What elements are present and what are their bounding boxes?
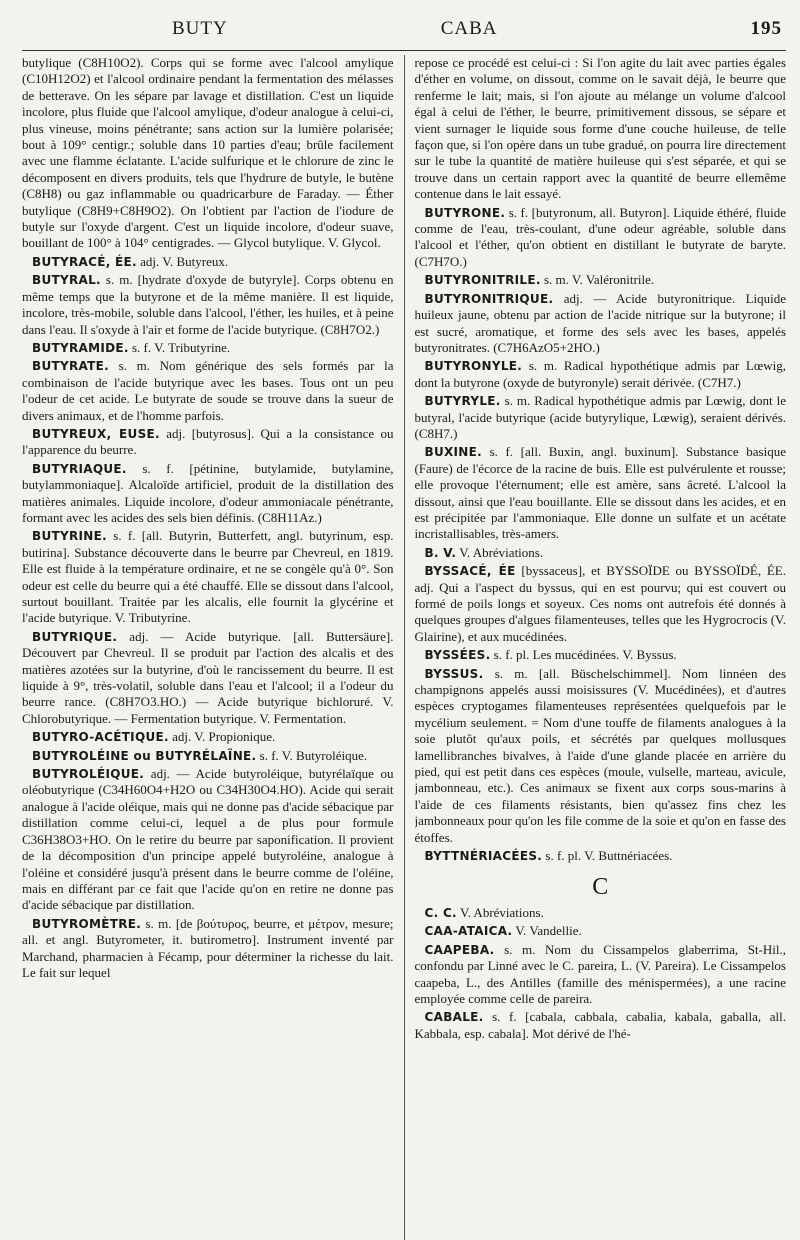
entry-headword: BUXINE. (424, 445, 483, 460)
dictionary-entry (415, 393, 787, 442)
dictionary-entry (415, 358, 787, 391)
dictionary-entry (415, 545, 787, 561)
right-column (415, 55, 787, 1240)
header-rule (22, 50, 786, 51)
entry-headword: BUTYROMÈTRE. (32, 916, 142, 931)
entry-definition: adj. [butyrosus]. Qui a la consistance ou l'apparence du beurre. (22, 425, 394, 458)
dictionary-entry (415, 647, 787, 663)
column-divider (404, 55, 405, 1240)
entry-headword: CAA-ATAICA. (424, 924, 513, 939)
dictionary-entry (415, 666, 787, 846)
dictionary-entry (22, 629, 394, 727)
dictionary-entry (22, 766, 394, 914)
entry-definition: s. m. [hydrate d'oxyde de butyryle]. Corps obtenu en même temps que la butyrone et de la même manière. Il est liquide, incolore, très-mobile, soluble dans l'alcool, l'éther, les huiles, et à peine dans l'eau. Il s'oxyde à l'air et forme de l'acide butyrique. (C8H7O2.) (22, 272, 394, 337)
dictionary-entry (22, 426, 394, 459)
entry-definition: s. f. V. Butyroléique. (259, 747, 368, 763)
dictionary-entry (22, 748, 394, 764)
entry-definition: s. f. [butyronum, all. Butyron]. Liquide éthéré, fluide comme de l'eau, très-coulant, d'une odeur agréable, soluble dans l'alcool et l'éther, qu'on obtient en distillant le butyrate de baryte. (C7H7O.) (414, 204, 786, 269)
left-column (22, 55, 394, 1240)
header-left-guideword: BUTY (172, 18, 228, 39)
header-right-guideword: CABA (440, 18, 498, 39)
entry-definition: s. m. [de βούτυρος, beurre, et μέτρον, mesure; all. et angl. Butyrometer, it. butirometro]. Instrument inventé par Marchand, pharmacien à Fécamp, pour déterminer la richesse du lait. Le fait sur lequel (22, 915, 394, 980)
dictionary-entry (415, 205, 787, 271)
continued-entry: butylique (C8H10O2). Corps qui se forme avec l'alcool amylique (C10H12O2) et l'alcool ordinaire pendant la fermentation des mélasses de betterave. On les sépare par lavage et distillation. C'est un liquide incolore, plus fluide que l'alcool amylique, d'odeur analogue à celui-ci, plus vineuse, moins pénétrante; sans action sur la lumière polarisée; bout à 109° centigr.; soluble dans 10 parties d'eau; brûle facilement avec une flamme éclatante. L'acide sulfurique et le chlorure de zinc le décomposent en divers produits, tels que l'hydrure de butyle, le butène (C8H8) ou gaz inflammable ou quadricarbure de Faraday. — Éther butylique (C8H9+C8H9O2). On l'obtient par l'action de l'iodure de butyle sur l'oxyde d'argent. C'est un liquide incolore, d'odeur suave, bouillant de 100° à 104° centigrades. — Glycol butylique. V. Glycol. (22, 55, 394, 251)
dictionary-entry (22, 729, 394, 745)
entry-definition: s. f. pl. Les mucédinées. V. Byssus. (493, 647, 677, 663)
entry-definition: [byssaceus], et BYSSOÏDE ou BYSSOÏDÉ, ÉE. adj. Qui a l'aspect du byssus, qui en est pourvu; qui est couvert ou formé de poils longs et soyeux. Ces noms ont autrefois été donnés à quelques groupes d'algues filamenteuses, telles que les Hygrocrocis (V. Glairine), et aux mucédinées. (414, 563, 786, 644)
entry-headword: BYTTNÉRIACÉES. (424, 849, 543, 864)
entry-definition: adj. — Acide butyroléique, butyrélaïque ou oléobutyrique (C34H60O4+H2O ou C34H30O4.HO). Acide qui serait analogue à l'acide oléique, mais qui ne donne pas d'acide sébacique par distillation comme celui-ci, lequel a de plus pour formule C36H38O3+HO. On le retire du beurre par saponification. Il provient de la décomposition d'un principe appelé butyroléine, analogue à l'oléine et considéré jusqu'à présent dans le beurre comme de l'oléine, mais en différant par ce fait que l'acide qu'on en retire ne donne pas d'acide sébacique par distillation. (22, 766, 394, 913)
entry-definition: s. m. V. Valéronitrile. (543, 272, 655, 288)
entry-definition: s. f. [all. Buxin, angl. buxinum]. Substance basique (Faure) de l'écorce de la racine de buis. Elle est pulvérulente et rousse; elle provoque l'éternument; elle est amère, sans âcreté. L'alcool la dissout, ainsi que l'eau bouillante. Elle se dissout dans les acides, et en est précipitée par l'ammoniaque. Elle donne un sulfate et un acétate incristallisables, très-amers. (414, 444, 786, 542)
dictionary-entry (415, 923, 787, 939)
entry-headword: C. C. (424, 905, 457, 920)
entry-definition: adj. V. Propionique. (172, 729, 276, 745)
section-letter: C (592, 873, 609, 900)
entry-headword: BUTYRONE. (424, 205, 506, 220)
entry-definition: s. f. [pétinine, butylamide, butylamine, butylammoniaque]. Alcaloïde artificiel, produit de la distillation des matières animales. Liquide incolore, d'odeur ammoniacale pénétrante, formant avec les acides des sels bien définis. (C8H11Az.) (22, 460, 394, 525)
entry-definition: s. m. Radical hypothétique admis par Lœwig, dont le butyral, l'acide butyrique (acide butyrylique, Lœwig), seraient dérivés. (C8H7.) (414, 393, 786, 441)
dictionary-entry (415, 1009, 787, 1042)
entry-headword: BUTYRAMIDE. (32, 340, 129, 355)
entry-headword: CABALE. (424, 1010, 484, 1025)
entry-headword: CAAPEBA. (424, 942, 495, 957)
entry-headword: BUTYRINE. (32, 529, 107, 544)
dictionary-entry (415, 848, 787, 864)
entry-headword: BUTYRIAQUE. (32, 461, 127, 476)
entry-definition: s. m. Radical hypothétique admis par Lœwig, dont la butyrone (oxyde de butyronyle) serait dérivée. (C7H7.) (414, 358, 786, 390)
entry-definition: s. f. [cabala, cabbala, cabalia, kabala, gaballa, all. Kabbala, esp. cabala]. Mot dérivé de l'hé- (414, 1009, 786, 1041)
entry-definition: adj. — Acide butyronitrique. Liquide huileux jaune, obtenu par action de l'acide nitrique sur la butyrone; il est sucré, aromatique, et forme des sels avec les bases, appelés butyronitrates. (C7H6AzO5+2HO.) (414, 290, 786, 355)
dictionary-entry (415, 291, 787, 357)
dictionary-entry (415, 905, 787, 921)
entry-headword: BUTYRO-ACÉTIQUE. (32, 730, 169, 745)
entry-definition: s. m. [all. Büschelschimmel]. Nom linnéen des champignons appelés aussi moisissures (V. Mucédinées), et d'autres espèces cryptogames filamenteuses représentées quelquefois par le mycélium seulement. = Nom d'une touffe de filaments analogues à la soie plutôt qu'aux poils, et sécrétés par quelques mollusques lamellibranches bivalves, à l'aide d'une glande placée en arrière du pied, qui est petit dans ces espèces (moule, vulselle, marteau, avicule, jambonneau, etc.). Ces animaux se fixent aux corps sous-marins à l'aide de ces filaments résistants, bien qu'assez fins chez les jambonneaux pour qu'on les file comme de la soie et qu'on en fasse des étoffes. (414, 665, 786, 845)
dictionary-entry (22, 272, 394, 338)
dictionary-entry (415, 942, 787, 1008)
entry-definition: s. f. [all. Butyrin, Butterfett, angl. butyrinum, esp. butirina]. Substance découverte dans le beurre par Chevreul, en 1819. Elle est fluide à la température ordinaire, et ne se congèle qu'à 0°. Son odeur est celle du beurre qui a été chauffé. Elle se dissout dans l'alcool, surtout bouillant. Traitée par les alcalis, elle fournit la glycérine et l'acide butyrique. V. Tributyrine. (22, 528, 394, 626)
entry-headword: BUTYRONITRILE. (424, 273, 541, 288)
entry-definition: V. Vandellie. (515, 923, 582, 939)
entry-definition: adj. — Acide butyrique. [all. Buttersäure]. Découvert par Chevreul. Il se produit par l'action des alcalis et des matières azotées sur la butyrine, d'où le rancissement du beurre. Il est liquide à 9°, très-volatil, soluble dans l'eau et l'alcool; il a l'odeur du beurre rance. (C8H7O3.HO.) — Acide butyrique bichloruré. V. Chlorobutyrique. — Fermentation butyrique. V. Fermentation. (22, 628, 394, 726)
entry-definition: s. m. Nom générique des sels formés par la combinaison de l'acide butyrique avec les bases. Tous ont un peu l'odeur de cet acide. Le butyrate de soude se trouve dans la sueur de divers animaux, et de l'homme parfois. (22, 358, 394, 423)
dictionary-entry (22, 916, 394, 982)
dictionary-entry (22, 358, 394, 424)
dictionary-entry (415, 272, 787, 288)
entry-definition: s. f. V. Tributyrine. (131, 339, 231, 355)
dictionary-entry (415, 444, 787, 542)
continued-entry: repose ce procédé est celui-ci : Si l'on agite du lait avec parties égales d'éther en volume, on dissout, comme on le savait déjà, le beurre que renferme le lait; mais, si l'on ajoute au mélange un volume d'alcool égal à celui de l'éther, le beurre, primitivement dissous, se sépare et vient surnager le liquide sous forme d'une couche huileuse, de telle façon que, si l'on opère dans un tube gradué, on pourra lire directement sur le tube la quantité de matière huileuse qui s'est séparée, et qui se trouve dans un certain rapport avec la quantité de beurre ellemême contenue dans le lait essayé. (414, 55, 786, 202)
entry-headword: BUTYROLÉIQUE. (32, 767, 145, 782)
entry-headword: BUTYRIQUE. (32, 629, 118, 644)
entry-headword: B. V. (424, 545, 457, 560)
entry-headword: BUTYRACÉ, ÉE. (32, 254, 137, 269)
entry-definition: s. m. Nom du Cissampelos glaberrima, St-Hil., confondu par Linné avec le C. pareira, L. (V. Pareira). Le Cissampelos caapeba, L., des Antilles (famille des ménispermées), a une racine employée comme celle de pareira. (414, 941, 786, 1006)
dictionary-entry (22, 528, 394, 626)
entry-definition: adj. V. Butyreux. (140, 253, 229, 269)
entry-definition: V. Abréviations. (459, 544, 544, 560)
entry-definition: V. Abréviations. (459, 904, 544, 920)
dictionary-entry (22, 254, 394, 270)
text-columns (22, 55, 786, 1240)
entry-headword: BUTYROLÉINE ou BUTYRÉLAÏNE. (32, 748, 257, 763)
entry-headword: BYSSÉES. (424, 648, 491, 663)
entry-headword: BUTYRAL. (32, 273, 101, 288)
dictionary-entry (415, 563, 787, 645)
entry-headword: BUTYRYLE. (424, 394, 501, 409)
entry-definition: s. f. pl. V. Buttnériacées. (545, 848, 673, 864)
dictionary-entry (22, 461, 394, 527)
running-header (22, 18, 786, 44)
entry-headword: BUTYRONITRIQUE. (424, 291, 554, 306)
entry-headword: BYSSUS. (424, 666, 484, 681)
entry-headword: BYSSACÉ, ÉE (424, 564, 516, 579)
page-number: 195 (750, 18, 782, 39)
entry-headword: BUTYRATE. (32, 359, 110, 374)
dictionary-entry (22, 340, 394, 356)
entry-headword: BUTYREUX, EUSE. (32, 426, 160, 441)
entry-headword: BUTYRONYLE. (424, 359, 523, 374)
